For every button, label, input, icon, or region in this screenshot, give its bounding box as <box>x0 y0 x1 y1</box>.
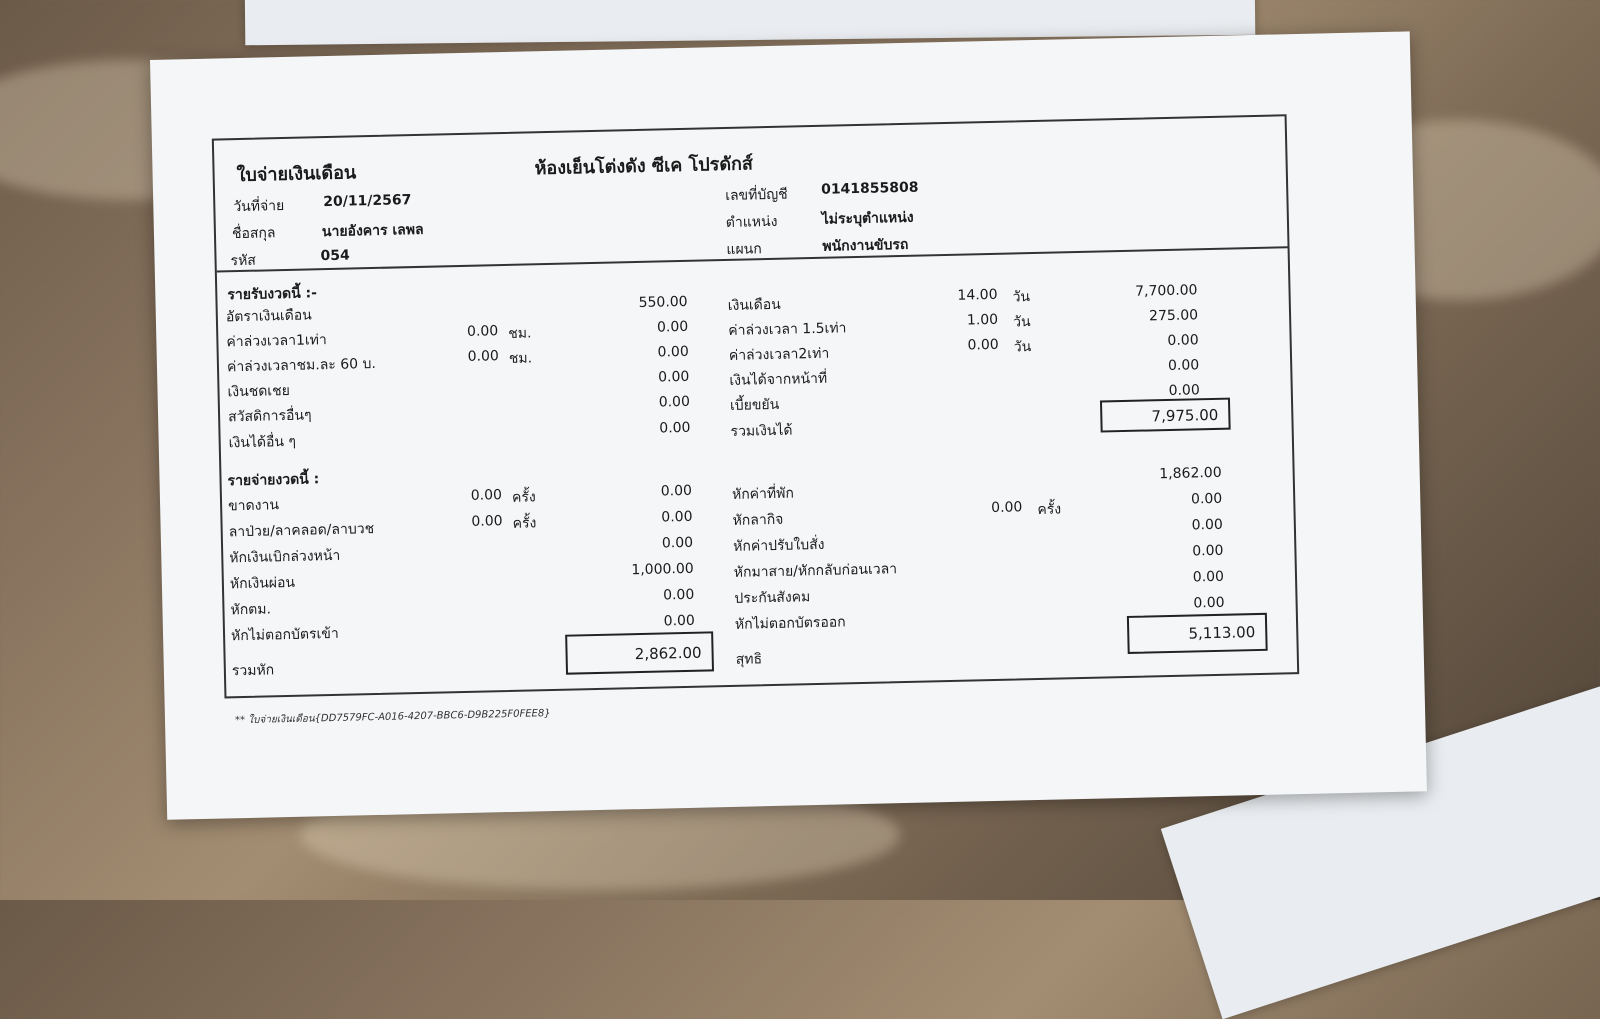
code-value: 054 <box>320 247 350 265</box>
deduction-left-label: หักเงินเบิกล่วงหน้า <box>229 547 341 567</box>
deduction-left-amount: 0.00 <box>661 508 693 526</box>
deduction-left-unit: ครั้ง <box>512 515 537 532</box>
income-right-qty: 0.00 <box>967 336 999 354</box>
deduction-right-label: หักค่าที่พัก <box>731 485 795 503</box>
deduction-right-label: หักค่าปรับใบสั่ง <box>733 536 825 555</box>
dept-label: แผนก <box>726 241 762 258</box>
income-left-amount: 550.00 <box>638 293 688 311</box>
deduction-right-label: หักไม่ตอกบัตรออก <box>734 614 846 633</box>
deduction-right-amount: 0.00 <box>1193 594 1225 612</box>
income-right-label: ค่าล่วงเวลา 1.5เท่า <box>728 320 847 339</box>
income-right-amount: 0.00 <box>1168 382 1200 399</box>
deduction-right-amount: 1,862.00 <box>1159 464 1222 483</box>
deduction-right-amount: 0.00 <box>1191 516 1224 534</box>
income-right-label: เบี้ยขยัน <box>729 396 780 414</box>
income-right-amount: 0.00 <box>1167 332 1199 349</box>
position-label: ตำแหน่ง <box>725 213 778 231</box>
deduction-left-amount: 0.00 <box>663 612 696 630</box>
deduction-left-amount: 1,000.00 <box>631 560 694 579</box>
payslip-title: ใบจ่ายเงินเดือน <box>236 162 357 187</box>
income-right-unit: วัน <box>1012 314 1031 331</box>
deduction-right-label: ประกันสังคม <box>734 589 811 607</box>
income-left-amount: 0.00 <box>656 318 689 336</box>
income-left-label: สวัสดิการอื่นๆ <box>227 407 312 426</box>
account-value: 0141855808 <box>820 179 919 198</box>
pay-date-value: 20/11/2567 <box>323 192 412 211</box>
position-value: ไม่ระบุตำแหน่ง <box>821 209 914 228</box>
payslip-paper <box>150 31 1427 819</box>
income-right-amount: 275.00 <box>1148 307 1199 325</box>
deduction-right-label: หักมาสาย/หักกลับก่อนเวลา <box>733 561 898 581</box>
name-label: ชื่อสกุล <box>231 225 276 243</box>
income-left-amount: 0.00 <box>657 343 689 361</box>
deduction-right-amount: 0.00 <box>1192 542 1224 560</box>
income-left-qty: 0.00 <box>466 323 499 340</box>
deduction-left-label: หักไม่ตอกบัตรเข้า <box>230 625 339 645</box>
income-left-label: อัตราเงินเดือน <box>225 307 312 326</box>
income-heading: รายรับงวดนี้ :- <box>227 285 318 304</box>
income-left-amount: 0.00 <box>659 419 691 437</box>
dept-value: พนักงานขับรถ <box>822 236 909 255</box>
net-label: สุทธิ <box>735 651 763 668</box>
income-right-label: ค่าล่วงเวลา2เท่า <box>728 345 830 364</box>
deduction-total-value: 2,862.00 <box>634 643 702 664</box>
payslip-frame <box>212 114 1299 698</box>
income-left-label: ค่าล่วงเวลาชม.ละ 60 บ. <box>226 355 377 376</box>
deduction-total-label: รวมหัก <box>231 662 275 680</box>
deduction-left-amount: 0.00 <box>660 482 693 500</box>
deduction-left-unit: ครั้ง <box>511 489 536 506</box>
income-right-amount: 7,700.00 <box>1134 282 1198 300</box>
income-right-qty: 14.00 <box>957 286 998 304</box>
deduction-left-amount: 0.00 <box>662 586 695 604</box>
income-right-label: เงินได้จากหน้าที่ <box>729 370 828 389</box>
income-total-box <box>1100 398 1231 433</box>
income-total-label: รวมเงินได้ <box>730 422 793 440</box>
income-left-amount: 0.00 <box>657 368 690 386</box>
income-right-qty: 1.00 <box>966 311 999 329</box>
deduction-right-amount: 0.00 <box>1190 490 1223 508</box>
income-right-unit: วัน <box>1013 339 1032 356</box>
income-left-unit: ชม. <box>508 350 533 367</box>
deduction-total-box <box>565 631 714 674</box>
deduction-right-qty: 0.00 <box>991 499 1023 517</box>
net-total-value: 5,113.00 <box>1188 623 1256 643</box>
income-left-unit: ชม. <box>508 325 532 342</box>
deduction-left-amount: 0.00 <box>661 534 694 552</box>
deduction-left-label: ขาดงาน <box>227 497 280 515</box>
income-left-amount: 0.00 <box>658 393 691 411</box>
deduction-right-amount: 0.00 <box>1192 568 1225 586</box>
deduction-left-label: หักตม. <box>230 601 272 619</box>
pay-date-label: วันที่จ่าย <box>233 197 285 216</box>
deduction-heading: รายจ่ายงวดนี้ : <box>227 471 320 490</box>
income-right-label: เงินเดือน <box>727 296 781 314</box>
income-total-value: 7,975.00 <box>1151 405 1219 426</box>
deduction-left-qty: 0.00 <box>470 487 503 504</box>
income-left-label: ค่าล่วงเวลา1เท่า <box>226 332 327 351</box>
deduction-right-unit: ครั้ง <box>1037 501 1062 518</box>
code-label: รหัส <box>230 252 257 270</box>
income-left-label: เงินชดเชย <box>227 382 291 401</box>
footer-note: ** ใบจ่ายเงินเดือน{DD7579FC-A016-4207-BBC6-D9B225F0FEE8} <box>234 708 551 727</box>
deduction-left-label: หักเงินผ่อน <box>229 574 296 593</box>
income-right-unit: วัน <box>1012 289 1031 306</box>
deduction-left-label: ลาป่วย/ลาคลอด/ลาบวช <box>228 521 375 541</box>
name-value: นายอังคาร เลพล <box>321 221 424 241</box>
income-right-amount: 0.00 <box>1167 357 1200 374</box>
account-label: เลขที่บัญชี <box>725 186 788 204</box>
company-name: ห้องเย็นโต่งดัง ซีเค โปรดักส์ <box>534 153 754 180</box>
deduction-left-qty: 0.00 <box>471 513 503 530</box>
income-left-label: เงินได้อื่น ๆ <box>228 433 297 452</box>
income-left-qty: 0.00 <box>467 348 499 365</box>
net-total-box <box>1127 613 1268 654</box>
deduction-right-label: หักลากิจ <box>732 511 784 529</box>
